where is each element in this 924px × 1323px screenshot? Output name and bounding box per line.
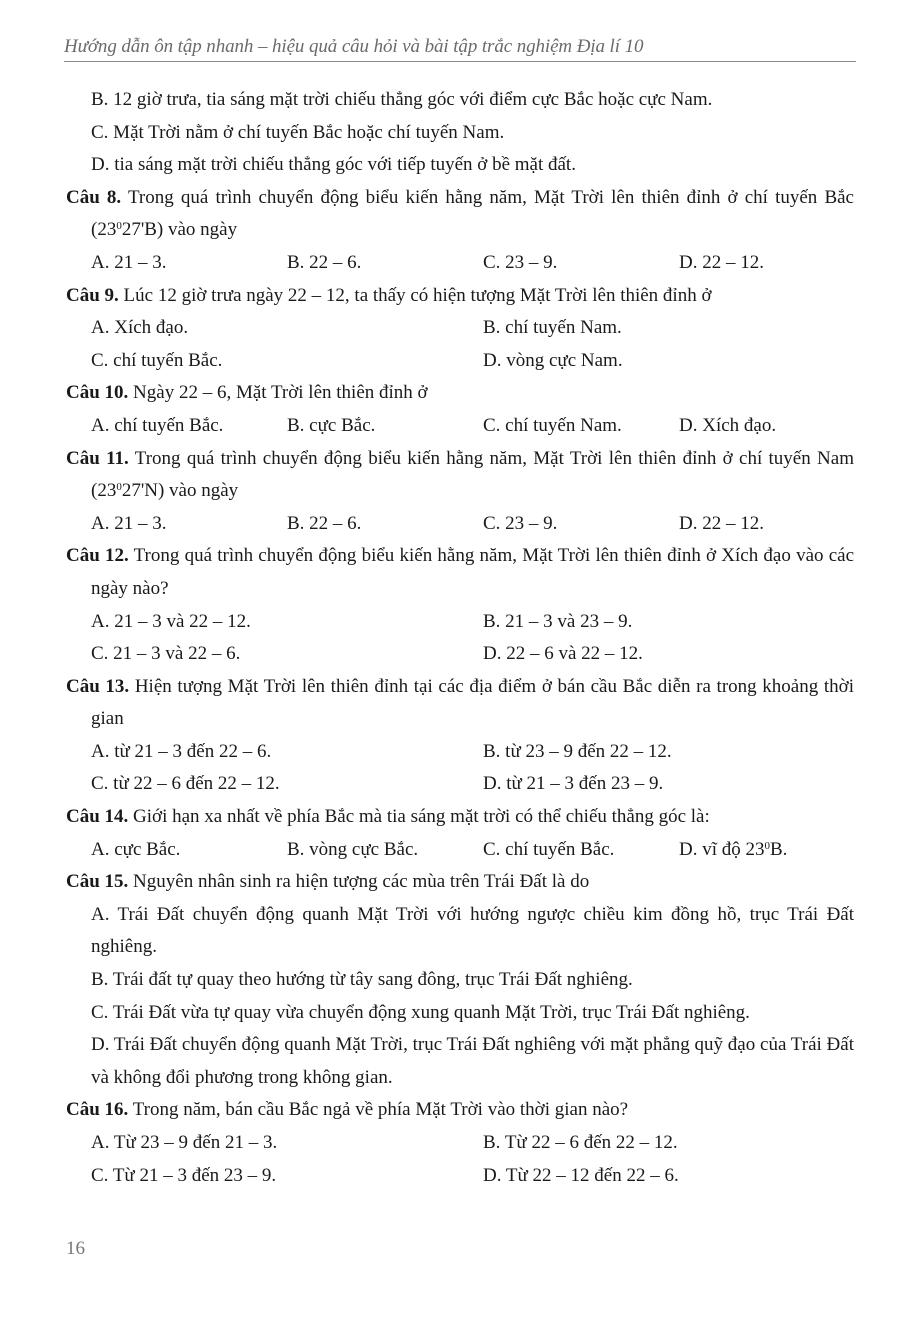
- option-b: B. chí tuyến Nam.: [483, 317, 622, 339]
- options-row: [66, 768, 854, 801]
- option-a: A. Xích đạo.: [91, 317, 189, 339]
- degree-superscript: 0: [116, 481, 122, 494]
- option-d: D. Trái Đất chuyển động quanh Mặt Trời, trục Trái Đất nghiêng với mặt phẳng quỹ đạo của Trái Đất và không đổi phương trong không gian.: [91, 1034, 854, 1088]
- page-content: [66, 84, 854, 1192]
- question-8: [66, 182, 854, 280]
- option-a: A. 21 – 3.: [91, 251, 167, 273]
- options-row: [66, 410, 854, 443]
- option-c: C. Từ 21 – 3 đến 23 – 9.: [91, 1164, 277, 1186]
- stem-text: Nguyên nhân sinh ra hiện tượng các mùa trên Trái Đất là do: [128, 871, 590, 893]
- option-d: D. Từ 22 – 12 đến 22 – 6.: [483, 1164, 679, 1186]
- question-number: Câu 11.: [66, 447, 129, 469]
- stem-text: Trong năm, bán cầu Bắc ngả về phía Mặt Trời vào thời gian nào?: [128, 1099, 629, 1121]
- option-d: D. 22 – 12.: [679, 512, 764, 534]
- question-number: Câu 15.: [66, 871, 129, 893]
- option-d: D. vòng cực Nam.: [483, 349, 623, 371]
- stem-text: Ngày 22 – 6, Mặt Trời lên thiên đỉnh ở: [128, 382, 428, 404]
- option-d: D. Xích đạo.: [679, 414, 777, 436]
- option-c: C. 21 – 3 và 22 – 6.: [91, 643, 241, 665]
- option-b: B. vòng cực Bắc.: [287, 838, 419, 860]
- option-d-text: D. vĩ độ 23: [679, 838, 765, 860]
- question-stem: [66, 377, 854, 410]
- option-d: [679, 834, 875, 867]
- option-b: B. cực Bắc.: [287, 414, 376, 436]
- option-d: D. 22 – 6 và 22 – 12.: [483, 643, 643, 665]
- question-stem: [66, 1094, 854, 1127]
- degree-superscript: 0: [116, 220, 122, 233]
- option-a: A. 21 – 3.: [91, 512, 167, 534]
- options-row: [66, 736, 854, 769]
- option-a: A. 21 – 3 và 22 – 12.: [91, 610, 251, 632]
- question-number: Câu 14.: [66, 806, 129, 828]
- stem-text: Trong quá trình chuyển động biểu kiến hằng năm, Mặt Trời lên thiên đỉnh ở Xích đạo vào các ngày nào?: [91, 545, 855, 599]
- question-number: Câu 8.: [66, 186, 122, 208]
- question-number: Câu 10.: [66, 382, 129, 404]
- options-row: [66, 312, 854, 345]
- stem-text: Giới hạn xa nhất về phía Bắc mà tia sáng mặt trời có thể chiếu thẳng góc là:: [128, 806, 710, 828]
- option-c: C. chí tuyến Bắc.: [91, 349, 223, 371]
- option-b: B. Từ 22 – 6 đến 22 – 12.: [483, 1132, 678, 1153]
- question-15: [66, 866, 854, 1094]
- question-number: Câu 16.: [66, 1099, 129, 1121]
- degree-superscript: 0: [764, 839, 770, 852]
- option-c: C. 23 – 9.: [483, 251, 558, 273]
- stem-text: Hiện tượng Mặt Trời lên thiên đỉnh tại các địa điểm ở bán cầu Bắc diễn ra trong khoảng thời gian: [91, 675, 854, 730]
- stem-text: Lúc 12 giờ trưa ngày 22 – 12, ta thấy có hiện tượng Mặt Trời lên thiên đỉnh ở: [118, 284, 712, 306]
- option-c: C. từ 22 – 6 đến 22 – 12.: [91, 773, 280, 795]
- option-d: D. từ 21 – 3 đến 23 – 9.: [483, 773, 664, 795]
- options-row: [66, 638, 854, 671]
- question-stem: [66, 801, 854, 834]
- option-b: B. từ 23 – 9 đến 22 – 12.: [483, 740, 672, 762]
- options-row: [66, 606, 854, 639]
- stem-text: Trong quá trình chuyển động biểu kiến hằng năm, Mặt Trời lên thiên đỉnh ở chí tuyến Bắc (23: [91, 186, 854, 241]
- question-number: Câu 13.: [66, 675, 130, 697]
- option-c: C. 23 – 9.: [483, 512, 558, 534]
- question-number: Câu 9.: [66, 284, 119, 306]
- question-14: [66, 801, 854, 866]
- question-10: [66, 377, 854, 442]
- stem-text: Trong quá trình chuyển động biểu kiến hằng năm, Mặt Trời lên thiên đỉnh ở chí tuyến Nam (23: [91, 447, 854, 502]
- question-stem: [66, 443, 854, 508]
- option-a: A. từ 21 – 3 đến 22 – 6.: [91, 740, 272, 762]
- option-a: A. cực Bắc.: [91, 838, 181, 860]
- question-16: [66, 1094, 854, 1192]
- option-c: C. chí tuyến Bắc.: [483, 838, 615, 860]
- options-row: [66, 1127, 854, 1160]
- option-d: D. 22 – 12.: [679, 251, 764, 273]
- running-header: Hướng dẫn ôn tập nhanh – hiệu quả câu hỏi và bài tập trắc nghiệm Địa lí 10: [64, 36, 856, 62]
- option-b: B. 22 – 6.: [287, 251, 362, 273]
- question-stem: [66, 182, 854, 247]
- question-stem: [66, 280, 854, 313]
- option-a: A. chí tuyến Bắc.: [91, 414, 224, 436]
- question-12: [66, 540, 854, 670]
- option-a: A. Trái Đất chuyển động quanh Mặt Trời với hướng ngược chiều kim đồng hồ, trục Trái Đất nghiêng.: [91, 903, 854, 958]
- option-c: C. Trái Đất vừa tự quay vừa chuyển động xung quanh Mặt Trời, trục Trái Đất nghiêng.: [91, 1001, 750, 1023]
- options-row: [66, 247, 854, 280]
- question-number: Câu 12.: [66, 545, 129, 567]
- page-number: 16: [66, 1238, 85, 1259]
- question-11: [66, 443, 854, 541]
- question-stem: [66, 671, 854, 736]
- option-b: B. Trái đất tự quay theo hướng từ tây sang đông, trục Trái Đất nghiêng.: [91, 969, 633, 991]
- options-row: [66, 834, 854, 867]
- options-row: [66, 345, 854, 378]
- question-9: [66, 280, 854, 378]
- question-stem: [66, 540, 854, 605]
- option-b: B. 12 giờ trưa, tia sáng mặt trời chiếu thẳng góc với điểm cực Bắc hoặc cực Nam.: [91, 89, 713, 110]
- option-a: A. Từ 23 – 9 đến 21 – 3.: [91, 1132, 278, 1153]
- stem-text-end: 27'N) vào ngày: [121, 480, 239, 502]
- option-c: C. Mặt Trời nằm ở chí tuyến Bắc hoặc chí tuyến Nam.: [91, 121, 505, 143]
- option-b: B. 22 – 6.: [287, 512, 362, 534]
- question-13: [66, 671, 854, 801]
- options-row: [66, 508, 854, 541]
- option-b: B. 21 – 3 và 23 – 9.: [483, 610, 633, 632]
- question-stem: [66, 866, 854, 899]
- option-d-text-end: B.: [770, 838, 788, 860]
- stem-text-end: 27'B) vào ngày: [121, 219, 238, 241]
- options-row: [66, 1160, 854, 1193]
- option-c: C. chí tuyến Nam.: [483, 414, 622, 436]
- option-d: D. tia sáng mặt trời chiếu thẳng góc với tiếp tuyến ở bề mặt đất.: [91, 154, 576, 176]
